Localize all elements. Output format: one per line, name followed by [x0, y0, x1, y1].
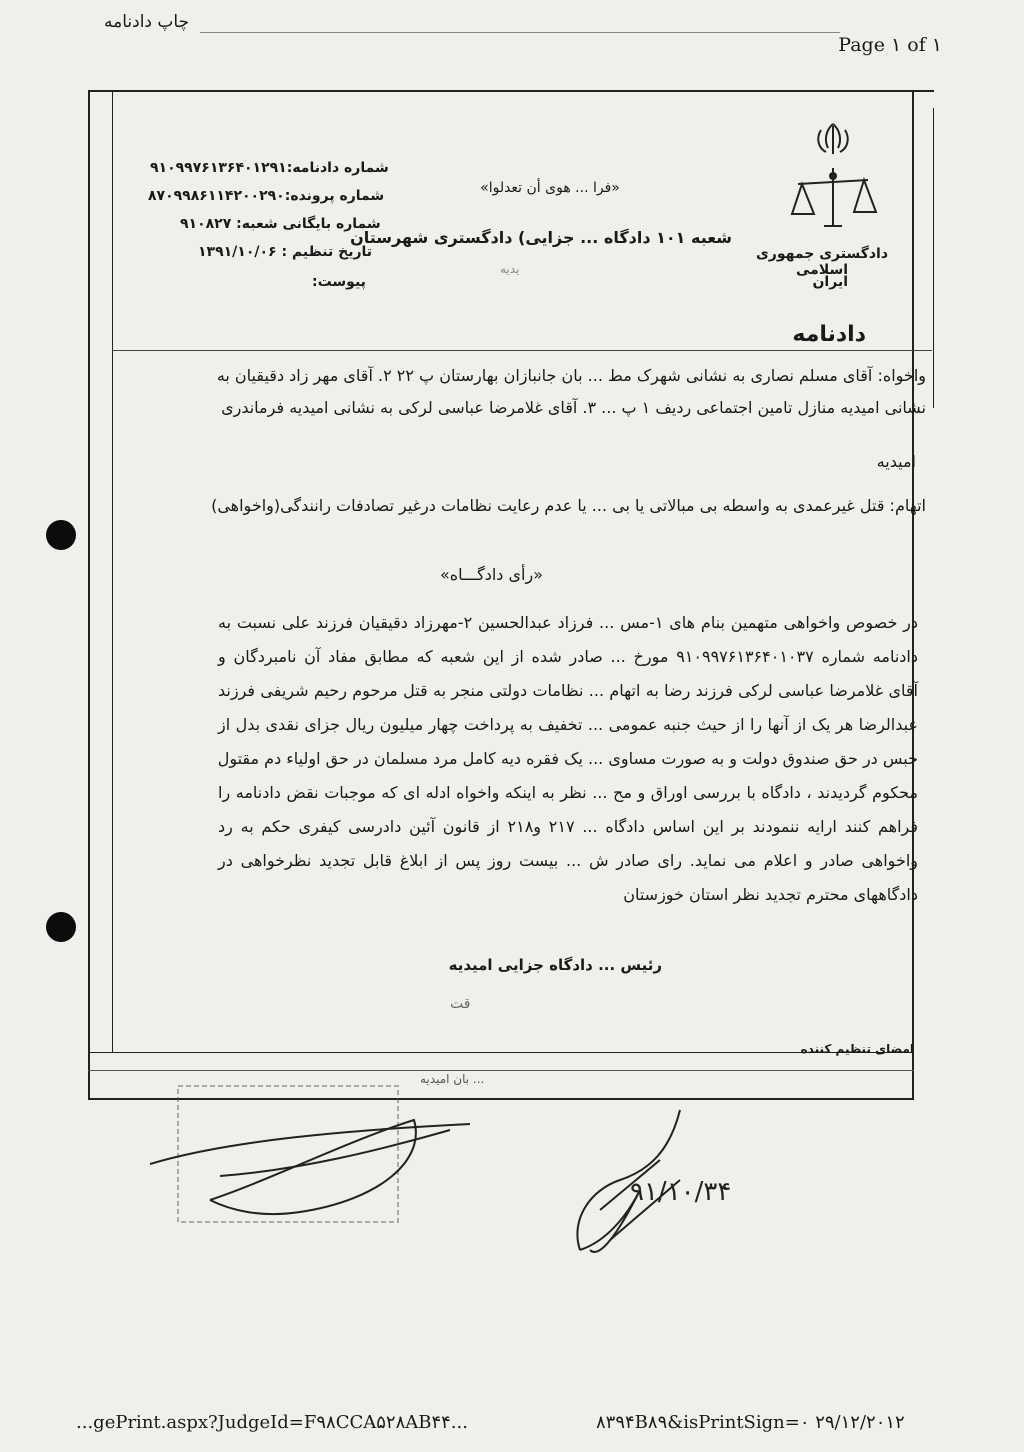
ruling-text-line: دادنامه شماره ۹۱۰۹۹۷۶۱۳۶۴۰۱۰۳۷ مورخ ... صادر شده از این شعبه که مطابق مفاد آن نامبردگان و — [218, 647, 919, 666]
ruling-text-line: فراهم کنند ارایه ننمودند بر این اساس دادگاه ... ۲۱۷ و۲۱۸ از قانون آئین دادرسی کیفری حکم به رد — [218, 817, 919, 836]
parties-line: امیدیه — [876, 452, 916, 471]
judge-title: رئیس ... دادگاه جزایی امیدیه — [448, 956, 662, 974]
signature-divider — [88, 1052, 914, 1053]
print-url: ...gePrint.aspx?JudgeId=F۹۸CCA۵۲۸AB۴۴... — [76, 1412, 468, 1433]
attachment-label: پیوست: — [312, 274, 366, 290]
frame-top-rule — [112, 90, 934, 92]
top-divider — [200, 32, 840, 33]
stamp-date: ۹۱/۱۰/۳۴ — [630, 1177, 732, 1207]
verdict-number: شماره دادنامه:۹۱۰۹۹۷۶۱۳۶۴۰۱۲۹۱ — [150, 160, 389, 176]
judiciary-emblem-icon — [788, 118, 878, 238]
issue-date: تاریخ تنظیم : ۱۳۹۱/۱۰/۰۶ — [198, 244, 373, 260]
print-verdict-label: چاپ دادنامه — [104, 12, 190, 32]
archive-number: شماره بایگانی شعبه: ۹۱۰۸۲۷ — [180, 216, 381, 232]
ruling-text-line: در خصوص واخواهی متهمین بنام های ۱-مس ... فرزاد عبدالحسین ۲-مهرزاد دقیقیان فرزند علی نسبت به — [218, 613, 919, 632]
punch-hole — [46, 912, 76, 942]
court-branch-sub: یدیه — [500, 262, 520, 276]
ruling-heading: «رأی دادگـــاه» — [440, 565, 543, 584]
page-number: Page ١ of ١ — [838, 34, 942, 56]
frame-left-rule — [112, 92, 113, 1052]
court-branch: شعبه ۱۰۱ دادگاه ... جزایی) دادگستری شهرستان — [350, 228, 732, 247]
print-url-tail: ۸۳۹۴B۸۹&isPrintSign=۰ ۲۹/۱۲/۲۰۱۲ — [596, 1412, 905, 1433]
case-number: شماره پرونده:۸۷۰۹۹۸۶۱۱۴۲۰۰۲۹۰ — [148, 188, 385, 204]
charge-line: اتهام: قتل غیرعمدی به واسطه بی مبالاتی یا بی ... یا عدم رعایت نظامات درغیر تصادفات رانندگی(واخواهی) — [211, 496, 926, 515]
document-title: دادنامه — [792, 322, 866, 347]
punch-hole — [46, 520, 76, 550]
ruling-text-line: دادگاههای محترم تجدید نظر استان خوزستان — [623, 885, 918, 904]
preparer-signature-label: امضای تنظیم کننده — [800, 1042, 914, 1056]
judge-subtitle: قت — [450, 996, 471, 1012]
footer-divider — [88, 1070, 914, 1071]
frame-right-rule — [933, 108, 934, 408]
signature-icon — [560, 1090, 760, 1280]
org-name: دادگستری جمهوری اسلامی — [755, 246, 889, 278]
header-divider — [112, 350, 932, 351]
ruling-text-line: واخواهی صادر و اعلام می نماید. رای صادر ش ... بیست روز پس از ابلاغ قابل تجدید نظرخواهی در — [218, 851, 918, 870]
parties-line: واخواه: آقای مسلم نصاری به نشانی شهرک مط ... بان جانبازان بهارستان پ ۲۲ ۲. آقای مهر زاد دقیقیان به — [216, 366, 926, 385]
ruling-text-line: عبدالرضا هر یک از آنها را از حیث جنبه عمومی ... تخفیف به پرداخت چهار میلیون ریال جزای نقدی بدل از — [218, 715, 918, 734]
footer-note: ... بان امیدیه — [420, 1072, 485, 1086]
parties-line: نشانی امیدیه منازل تامین اجتماعی ردیف ۱ پ ... ۳. آقای غلامرضا عباسی لرکی به نشانی امیدیه فرماندری — [221, 398, 926, 417]
quran-verse: «فرا ... هوی أن تعدلوا» — [480, 180, 620, 196]
ruling-text-line: آقای غلامرضا عباسی لرکی فرزند رضا به اتهام ... نظامات دولتی منجر به قتل مرحوم رحیم شریفی فرزند — [218, 681, 918, 700]
ruling-text-line: حبس در حق صندوق دولت و به صورت مساوی ... یک فقره دیه کامل مرد مسلمان در حق اولیاء دم مقتول — [217, 749, 918, 768]
ruling-text-line: محکوم گردیدند ، دادگاه با بررسی اوراق و مح ... نظر به اینکه واخواه ادله ای که موجبات نقض دادنامه را — [218, 783, 918, 802]
org-country: ایران — [812, 274, 848, 290]
official-stamp-icon — [150, 1080, 490, 1230]
